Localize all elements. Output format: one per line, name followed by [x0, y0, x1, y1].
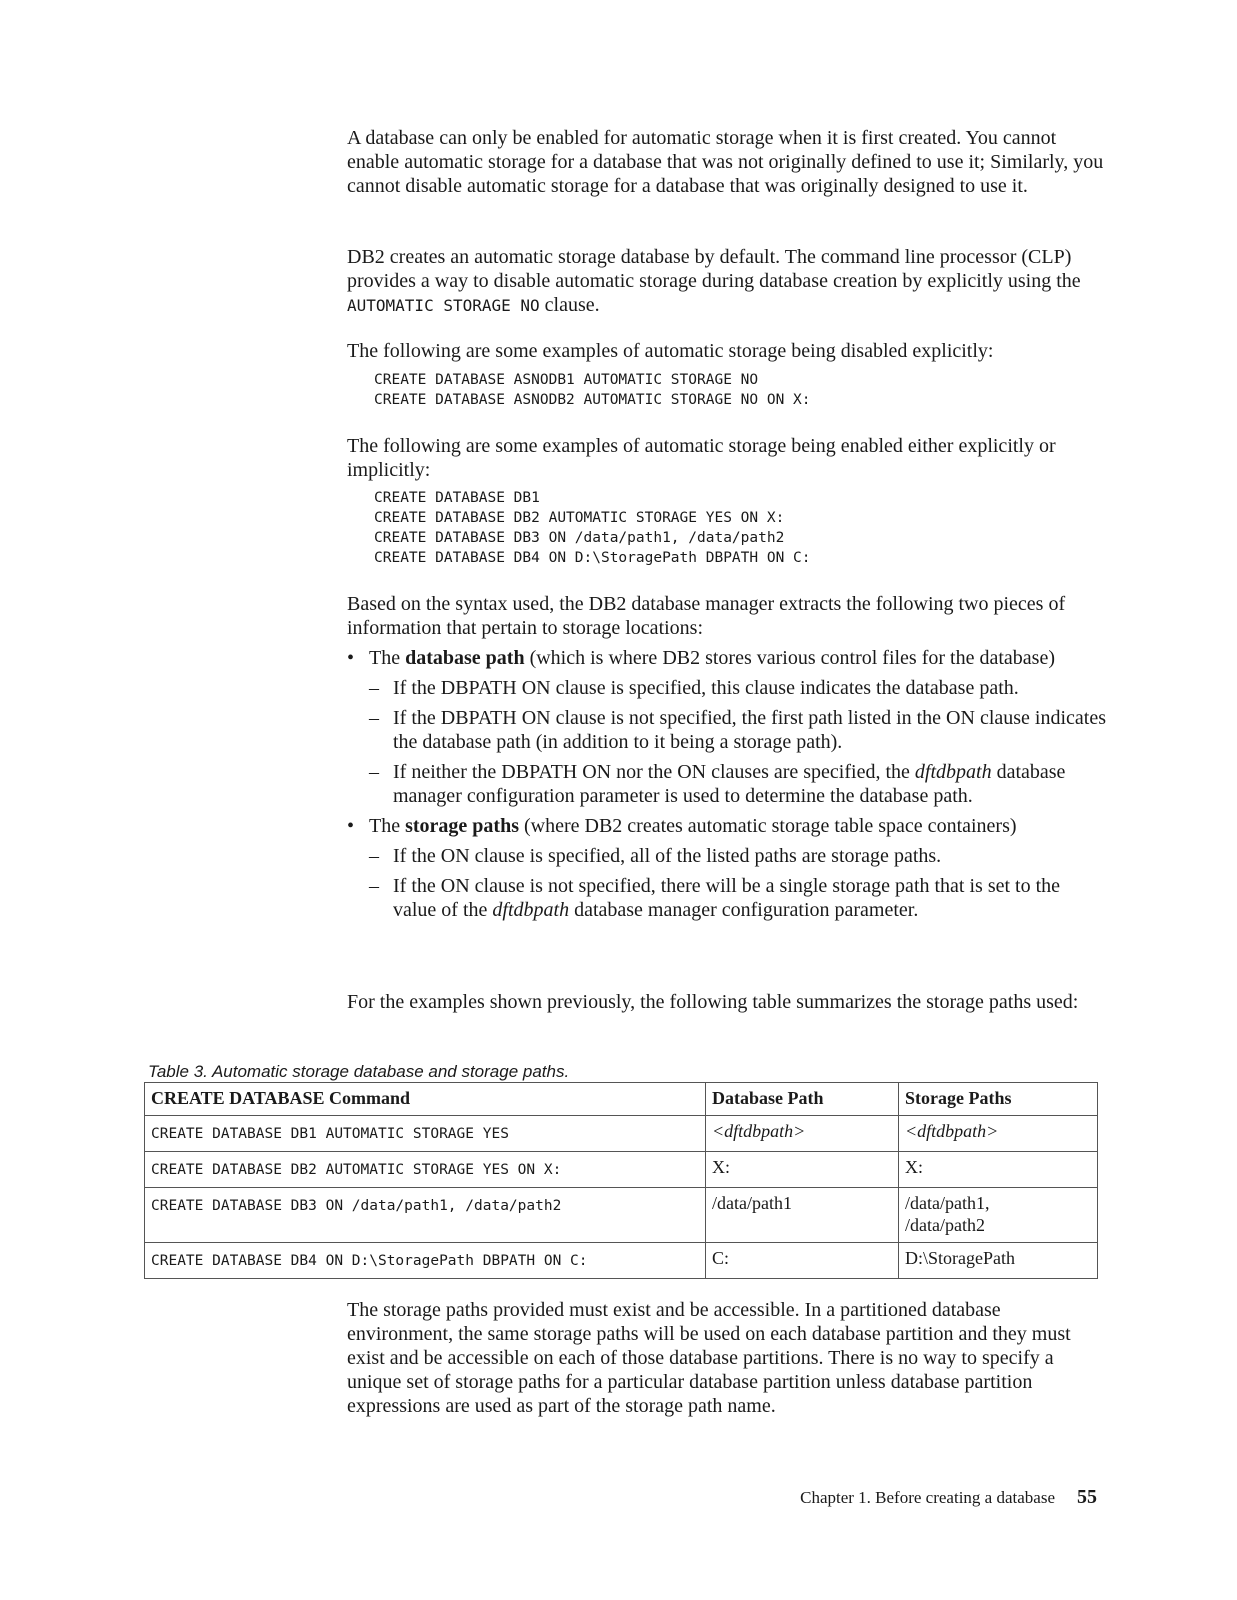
code-block-disabled: CREATE DATABASE ASNODB1 AUTOMATIC STORAGE NO CREATE DATABASE ASNODB2 AUTOMATIC STORAGE NO ON X:	[374, 372, 811, 408]
paragraph-text: The storage paths provided must exist and be accessible. In a partitioned database environment, the same storage paths will be used on each database partition and they must exist and be accessible on each of those database partitions. There is no way to specify a unique set of storage paths for a particular database partition unless database partition expressions are used as part of the storage path name.	[347, 1299, 1071, 1417]
dash-mark: –	[369, 761, 379, 783]
column-header-storage-paths: Storage Paths	[899, 1083, 1098, 1116]
text-run: If the ON clause is not specified, there will be a single storage path that is set to the value of the	[393, 875, 1061, 921]
table-cell-database-path: /data/path1	[706, 1188, 899, 1243]
text-run: DB2 creates an automatic storage database by default. The command line processor (CLP) provides a way to disable automatic storage during database creation by explicitly using the	[347, 246, 1081, 292]
text-run: If the DBPATH ON clause is not specified, the first path listed in the ON clause indicates the database path (in addition to it being a storage path).	[393, 707, 1106, 753]
text-run: If the DBPATH ON clause is specified, this clause indicates the database path.	[393, 677, 1019, 699]
bold-term: database path	[405, 647, 525, 669]
dash-mark: –	[369, 845, 379, 867]
paragraph-text	[347, 245, 1107, 318]
table-cell-database-path: C:	[706, 1243, 899, 1279]
dash-mark: –	[369, 707, 379, 729]
text-run: (which is where DB2 stores various control files for the database)	[524, 647, 1055, 669]
paragraph-partitioned	[347, 1298, 1107, 1418]
paragraph-text: The following are some examples of automatic storage being enabled either explicitly or implicitly:	[347, 435, 1056, 481]
sub-list-item	[347, 706, 1107, 754]
page-number: 55	[1077, 1486, 1097, 1508]
dash-mark: –	[369, 677, 379, 699]
table-cell-command: CREATE DATABASE DB2 AUTOMATIC STORAGE YES ON X:	[145, 1152, 706, 1188]
table-cell-storage-paths: /data/path1, /data/path2	[899, 1188, 1098, 1243]
table-cell-database-path: <dftdbpath>	[706, 1116, 899, 1152]
text-run: If the ON clause is specified, all of the listed paths are storage paths.	[393, 845, 942, 867]
paragraph-enabled-intro	[347, 434, 1107, 482]
paragraph-text: A database can only be enabled for automatic storage when it is first created. You cannot enable automatic storage for a database that was not originally defined to use it; Similarly, you cannot disable automatic storage for a database that was originally designed to use it.	[347, 127, 1104, 197]
table-row	[145, 1116, 1098, 1152]
text-run: database manager configuration parameter.	[569, 899, 919, 921]
paragraph-table-intro	[347, 990, 1107, 1014]
text-run: The	[369, 647, 406, 669]
table-cell-command: CREATE DATABASE DB4 ON D:\StoragePath DBPATH ON C:	[145, 1243, 706, 1279]
table-header-row	[145, 1083, 1098, 1116]
sub-list-item	[347, 676, 1107, 700]
table-cell-command: CREATE DATABASE DB1 AUTOMATIC STORAGE YES	[145, 1116, 706, 1152]
paragraph-text: The following are some examples of automatic storage being disabled explicitly:	[347, 340, 994, 362]
table-cell-command: CREATE DATABASE DB3 ON /data/path1, /data/path2	[145, 1188, 706, 1243]
table-cell-storage-paths: D:\StoragePath	[899, 1243, 1098, 1279]
paragraph-disabled-intro	[347, 339, 1107, 363]
chapter-title: Chapter 1. Before creating a database	[800, 1488, 1055, 1507]
table-cell-storage-paths: <dftdbpath>	[899, 1116, 1098, 1152]
paragraph-default	[347, 245, 1107, 318]
text-run: clause.	[539, 294, 600, 316]
text-run: database manager configuration parameter is used to determine the database path.	[393, 761, 1066, 807]
dash-mark: –	[369, 875, 379, 897]
text-run: The	[369, 815, 406, 837]
table-cell-database-path: X:	[706, 1152, 899, 1188]
code-block-enabled: CREATE DATABASE DB1 CREATE DATABASE DB2 AUTOMATIC STORAGE YES ON X: CREATE DATABASE DB3 ON /data/path1, /data/path2 CREATE DATABASE DB4 ON D:\StoragePath DBPATH ON C:	[374, 490, 811, 566]
italic-term: dftdbpath	[492, 899, 570, 921]
table-caption: Table 3. Automatic storage database and storage paths.	[148, 1062, 570, 1081]
bold-term: storage paths	[405, 815, 519, 837]
table-row	[145, 1152, 1098, 1188]
text-run: If neither the DBPATH ON nor the ON clauses are specified, the	[393, 761, 915, 783]
inline-code: AUTOMATIC STORAGE NO	[347, 296, 540, 315]
paragraph-intro	[347, 126, 1107, 198]
paragraph-syntax	[347, 592, 1107, 640]
page-footer	[800, 1486, 1097, 1509]
table-row	[145, 1188, 1098, 1243]
column-header-database-path: Database Path	[706, 1083, 899, 1116]
sub-list-item	[347, 874, 1107, 922]
sub-list-item	[347, 760, 1107, 808]
paragraph-text: Based on the syntax used, the DB2 database manager extracts the following two pieces of information that pertain to storage locations:	[347, 593, 1066, 639]
list-item-storage-paths	[347, 814, 1107, 838]
table-row	[145, 1243, 1098, 1279]
bullet-list	[347, 646, 1107, 928]
bullet-mark: •	[347, 647, 355, 669]
paragraph-text: For the examples shown previously, the following table summarizes the storage paths used:	[347, 991, 1079, 1013]
text-run: (where DB2 creates automatic storage table space containers)	[518, 815, 1017, 837]
bullet-mark: •	[347, 815, 355, 837]
column-header-command: CREATE DATABASE Command	[145, 1083, 706, 1116]
italic-term: dftdbpath	[914, 761, 992, 783]
sub-list-item	[347, 844, 1107, 868]
storage-paths-table	[144, 1082, 1098, 1279]
list-item-database-path	[347, 646, 1107, 670]
table-cell-storage-paths: X:	[899, 1152, 1098, 1188]
